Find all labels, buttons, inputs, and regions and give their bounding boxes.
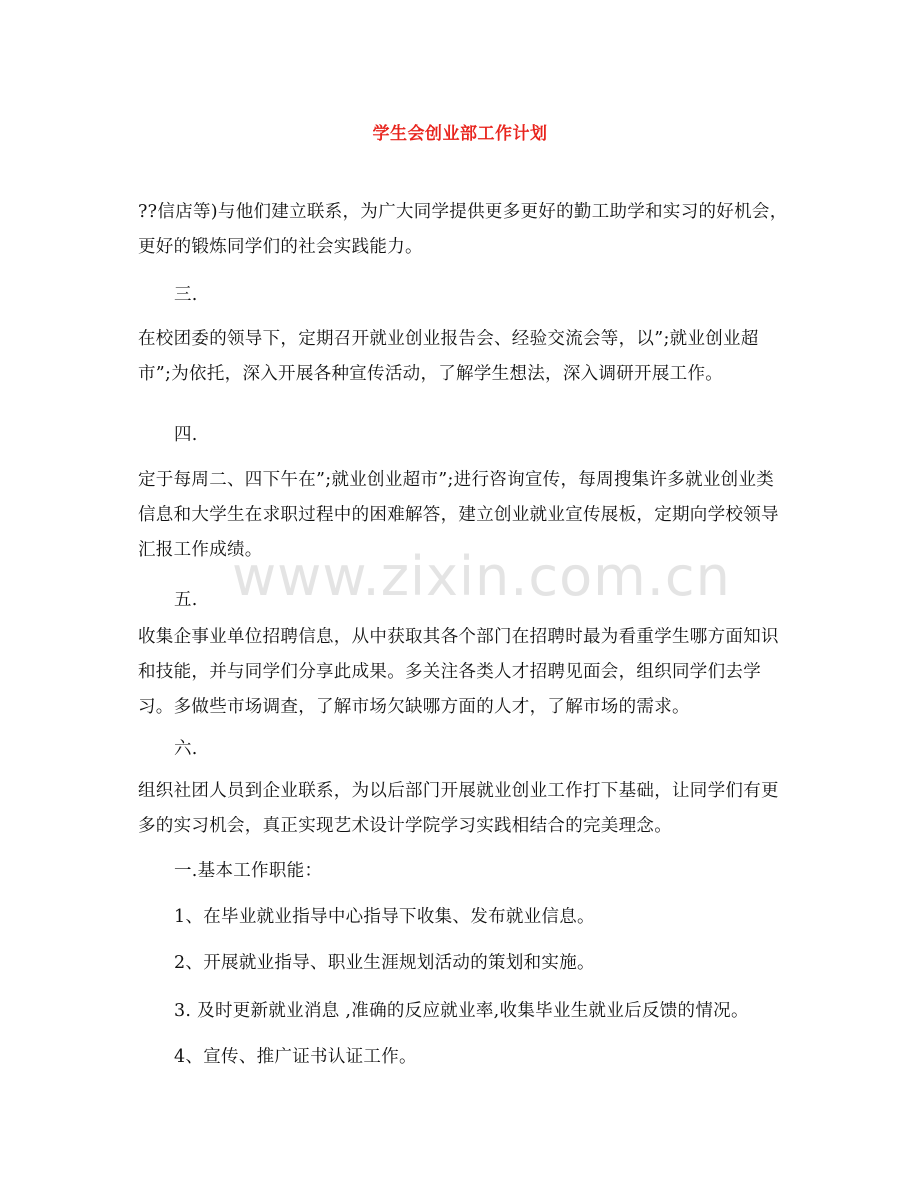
paragraph-section-3: 在校团委的领导下，定期召开就业创业报告会、经验交流会等，以”;就业创业超市”;为依托，深入开展各种宣传活动，了解学生想法，深入调研开展工作。 xyxy=(138,329,759,384)
watermark: www.zixin.com.cn xyxy=(232,545,731,608)
section-heading-6: 六. xyxy=(174,739,198,759)
document-title: 学生会创业部工作计划 xyxy=(372,124,548,144)
list-item-3: 3. 及时更新就业消息 ,准确的反应就业率,收集毕业生就业后反馈的情况。 xyxy=(174,1001,749,1021)
heading-basic-duties: 一.基本工作职能： xyxy=(174,861,323,881)
list-item-4: 4、宣传、推广证书认证工作。 xyxy=(174,1047,417,1067)
paragraph-section-6: 组织社团人员到企业联系，为以后部门开展就业创业工作打下基础，让同学们有更多的实习机会，真正实现艺术设计学院学习实践相结合的完美理念。 xyxy=(138,781,779,836)
paragraph-intro-continued: ??信店等)与他们建立联系，为广大同学提供更多更好的勤工助学和实习的好机会，更好的锻炼同学们的社会实践能力。 xyxy=(138,202,788,257)
section-heading-4: 四. xyxy=(174,425,198,445)
section-heading-5: 五. xyxy=(174,590,198,610)
list-item-2: 2、开展就业指导、职业生涯规划活动的策划和实施。 xyxy=(174,953,595,973)
list-item-1: 1、在毕业就业指导中心指导下收集、发布就业信息。 xyxy=(174,907,595,927)
paragraph-section-5: 收集企事业单位招聘信息，从中获取其各个部门在招聘时最为看重学生哪方面知识和技能，并与同学们分享此成果。多关注各类人才招聘见面会，组织同学们去学习。多做些市场调查，了解市场欠缺哪方面的人才，了解市场的需求。 xyxy=(138,627,779,717)
paragraph-section-4: 定于每周二、四下午在”;就业创业超市”;进行咨询宣传，每周搜集许多就业创业类信息和大学生在求职过程中的困难解答，建立创业就业宣传展板，定期向学校领导汇报工作成绩。 xyxy=(138,470,779,560)
section-heading-3: 三. xyxy=(174,285,198,305)
